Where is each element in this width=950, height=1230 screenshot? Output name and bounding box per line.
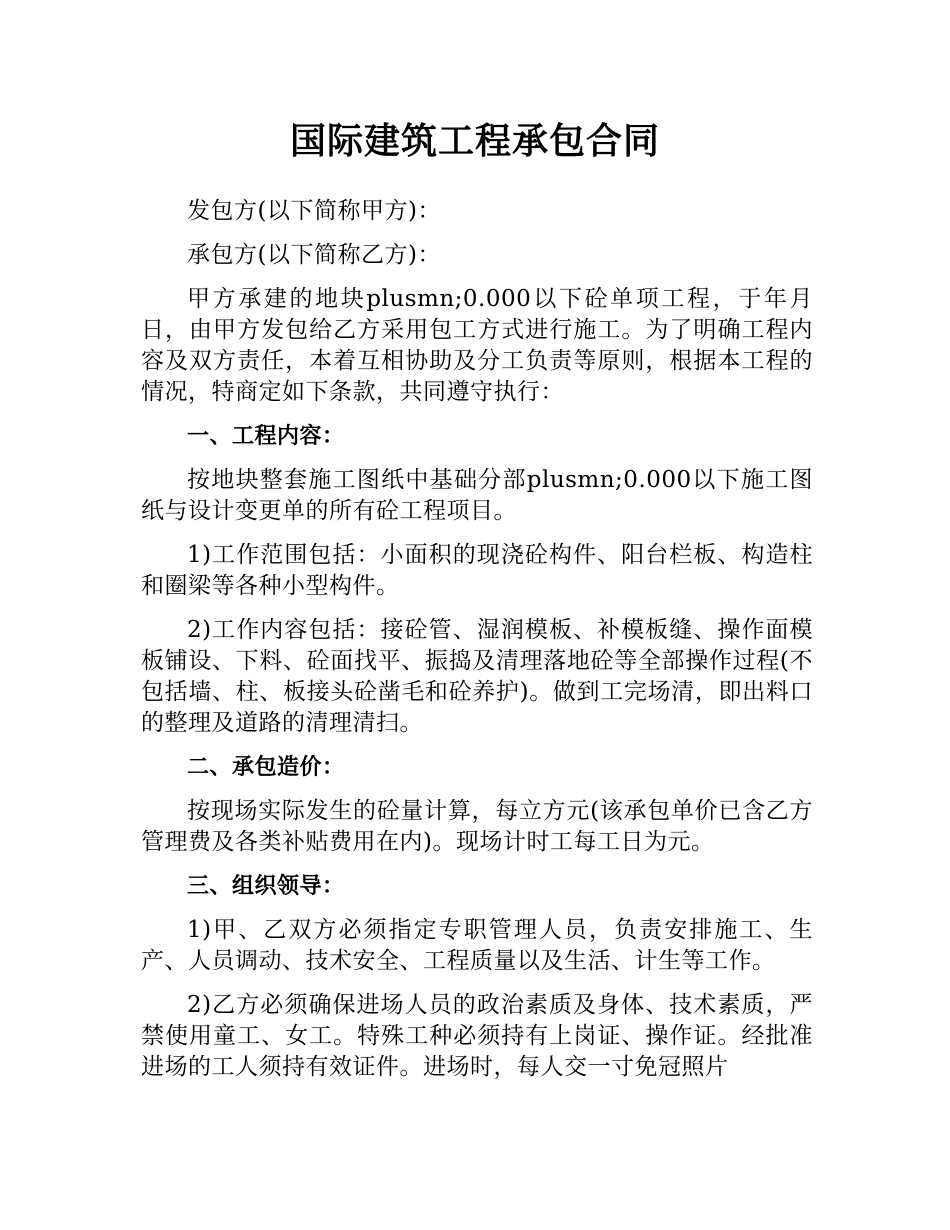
section-heading-price: 二、承包造价：	[187, 755, 345, 780]
paragraph-scope-range: 1)工作范围包括：小面积的现浇砼构件、阳台栏板、构造柱和圈梁等各种小型构件。	[141, 542, 813, 599]
paragraph-employer: 发包方(以下简称甲方)：	[187, 198, 441, 224]
paragraph-intro: 甲方承建的地块plusmn;0.000以下砼单项工程，于年月日，由甲方发包给乙方采用包工方式进行施工。为了明确工程内容及双方责任，本着互相协助及分工负责等原则，根据本工程的情况，特商定如下条款，共同遵守执行：	[141, 286, 813, 405]
section-heading-organization: 三、组织领导：	[187, 874, 345, 899]
document-title: 国际建筑工程承包合同	[289, 121, 660, 162]
document-body	[141, 196, 813, 1096]
paragraph-contractor: 承包方(以下简称乙方)：	[187, 242, 441, 268]
section-heading-scope: 一、工程内容：	[187, 424, 345, 449]
paragraph-organization-2: 2)乙方必须确保进场人员的政治素质及身体、技术素质，严禁使用童工、女工。特殊工种必须持有上岗证、操作证。经批准进场的工人须持有效证件。进场时，每人交一寸免冠照片	[141, 992, 813, 1080]
paragraph-price: 按现场实际发生的砼量计算，每立方元(该承包单价已含乙方管理费及各类补贴费用在内)。现场计时工每工日为元。	[141, 798, 813, 855]
paragraph-scope: 按地块整套施工图纸中基础分部plusmn;0.000以下施工图纸与设计变更单的所有砼工程项目。	[141, 467, 813, 524]
paragraph-scope-content: 2)工作内容包括：接砼管、湿润模板、补模板缝、操作面模板铺设、下料、砼面找平、振捣及清理落地砼等全部操作过程(不包括墙、柱、板接头砼凿毛和砼养护)。做到工完场清，即出料口的整理及道路的清理清扫。	[141, 617, 813, 736]
paragraph-organization-1: 1)甲、乙双方必须指定专职管理人员，负责安排施工、生产、人员调动、技术安全、工程质量以及生活、计生等工作。	[141, 917, 813, 974]
